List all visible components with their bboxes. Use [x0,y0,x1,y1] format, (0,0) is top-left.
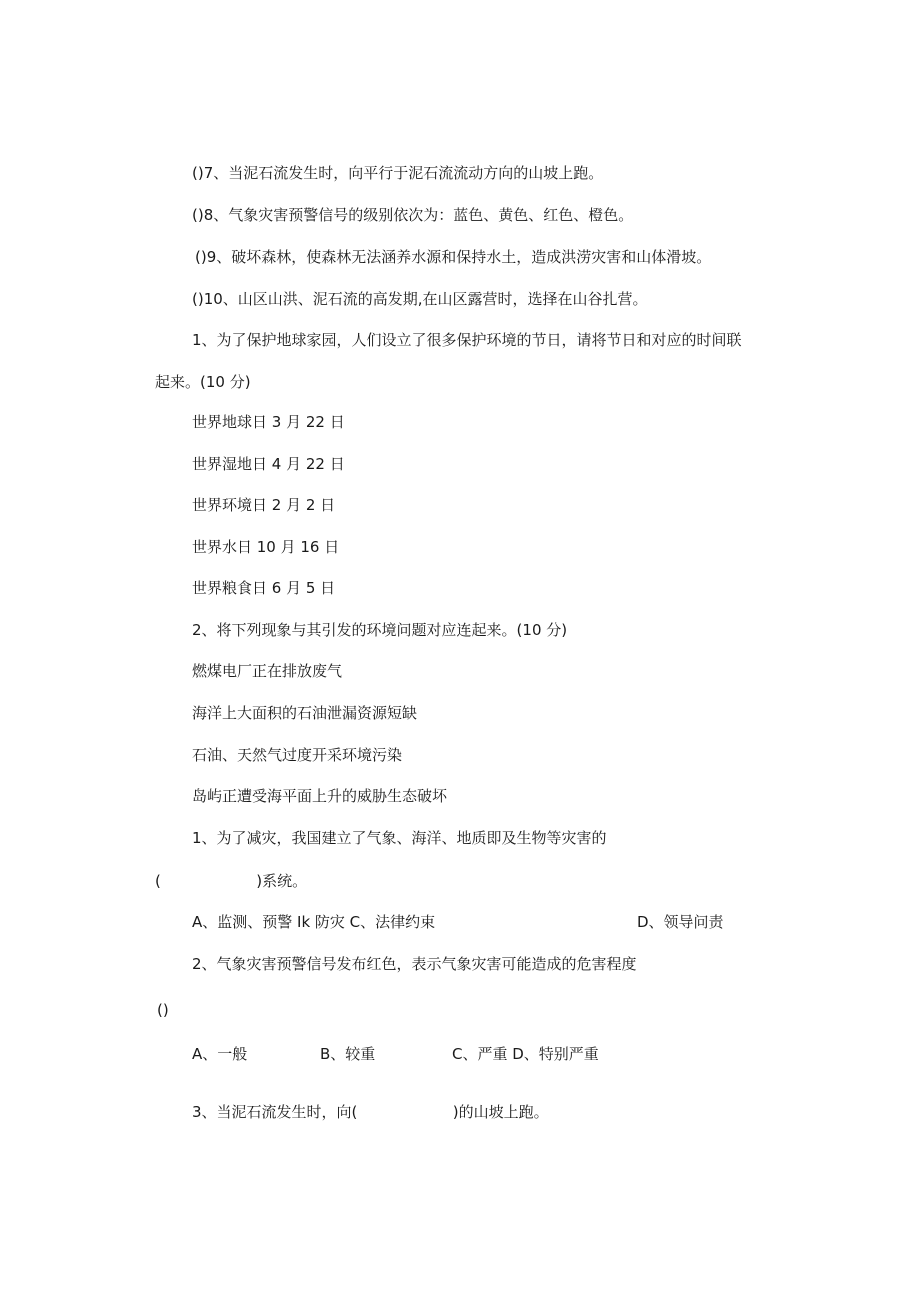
choice-q2-options-cd: C、严重 D、特别严重 [452,1045,599,1063]
choice-q2-line2: () [157,1001,169,1019]
choice-q2-line1: 2、气象灾害预警信号发布红色，表示气象灾害可能造成的危害程度 [192,955,637,973]
tf-item-9: ()9、破坏森林，使森林无法涵养水源和保持水土，造成洪涝灾害和山体滑坡。 [195,248,712,266]
choice-q1-option-d: D、领导问责 [637,913,724,931]
match2-item: 岛屿正遭受海平面上升的威胁生态破坏 [192,787,448,805]
match1-question-line1: 1、为了保护地球家园，人们设立了很多保护环境的节日，请将节日和对应的时间联 [192,331,742,349]
match2-item: 石油、天然气过度开采环境污染 [192,746,403,764]
match2-item: 燃煤电厂正在排放废气 [192,662,343,680]
choice-q2-option-a: A、一般 [192,1045,248,1063]
match1-item: 世界地球日 3 月 22 日 [192,413,345,431]
match1-item: 世界水日 10 月 16 日 [192,538,340,556]
choice-q2-option-b: B、较重 [320,1045,376,1063]
match1-question-line2: 起来。(10 分) [155,373,251,391]
match2-item: 海洋上大面积的石油泄漏资源短缺 [192,704,418,722]
match1-item: 世界粮食日 6 月 5 日 [192,579,336,597]
match2-question: 2、将下列现象与其引发的环境问题对应连起来。(10 分) [192,621,568,639]
choice-q1-options-abc: A、监测、预警 Ik 防灾 C、法律约束 [192,913,436,931]
tf-item-10: ()10、山区山洪、泥石流的高发期,在山区露营时，选择在山谷扎营。 [192,290,648,308]
tf-item-8: ()8、气象灾害预警信号的级别依次为：蓝色、黄色、红色、橙色。 [192,206,634,224]
choice-q1-line2: ( )系统。 [155,872,308,890]
match1-item: 世界湿地日 4 月 22 日 [192,455,345,473]
choice-q3: 3、当泥石流发生时，向( )的山坡上跑。 [192,1103,549,1121]
match1-item: 世界环境日 2 月 2 日 [192,496,336,514]
tf-item-7: ()7、当泥石流发生时，向平行于泥石流流动方向的山坡上跑。 [192,164,604,182]
choice-q1-line1: 1、为了减灾，我国建立了气象、海洋、地质即及生物等灾害的 [192,829,607,847]
